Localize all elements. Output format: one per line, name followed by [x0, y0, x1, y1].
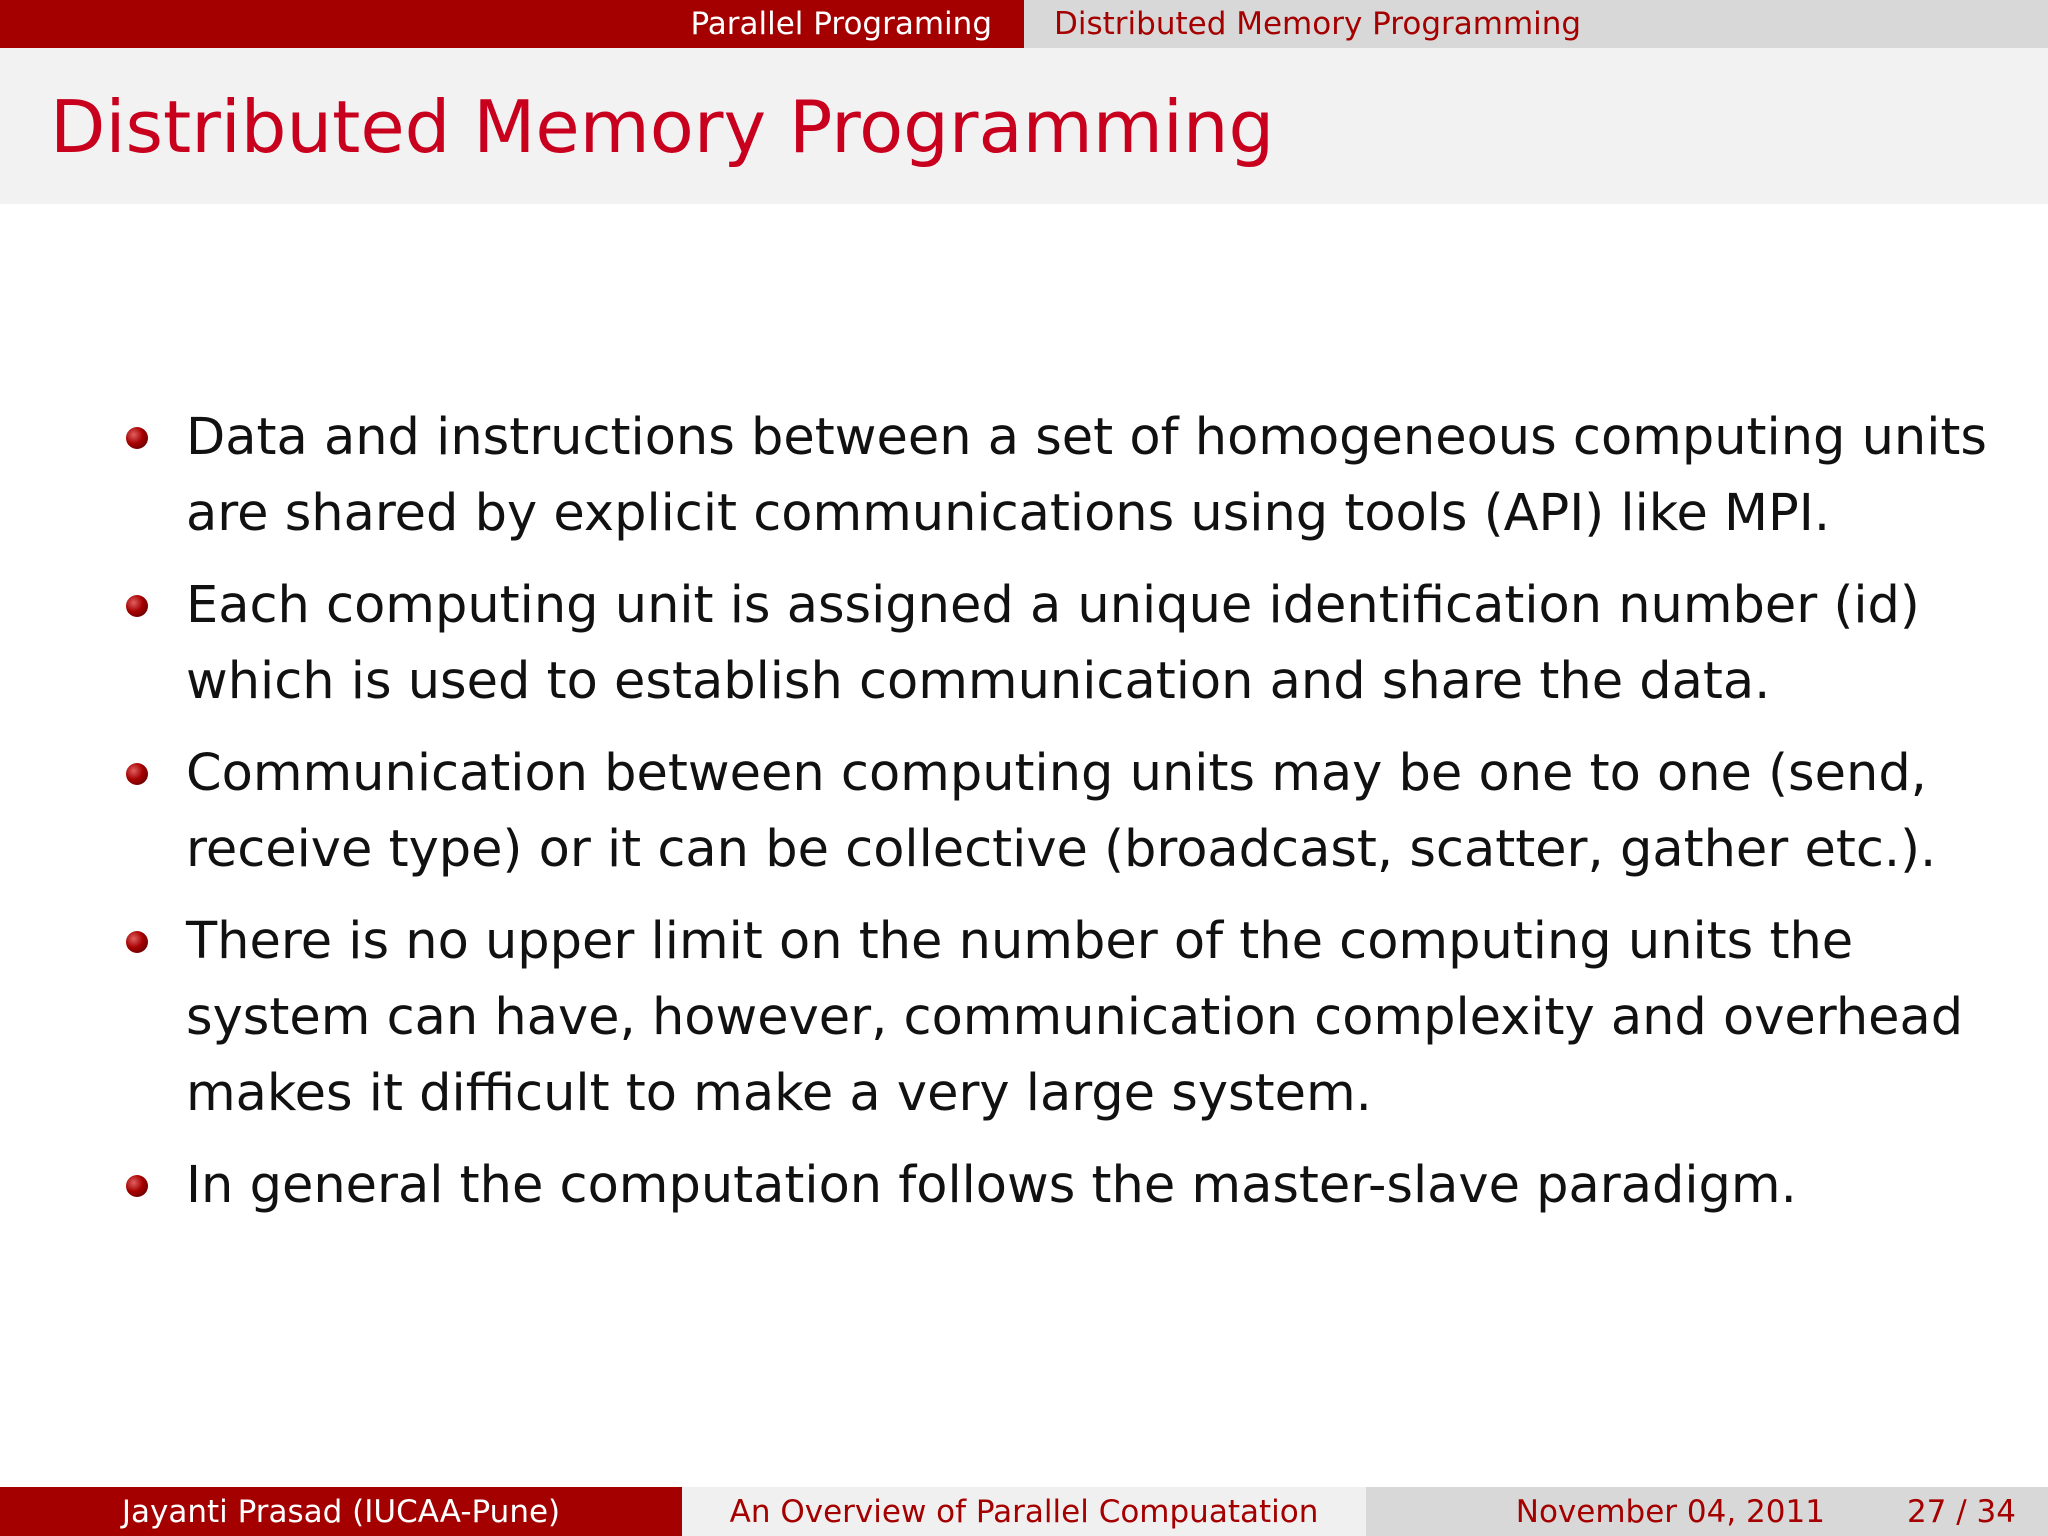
footer-bar [0, 1487, 2048, 1536]
bullet-item [0, 736, 2048, 888]
bullet-text: In general the computation follows the master-slave paradigm. [186, 1156, 1797, 1215]
header-subsection-area [1024, 0, 2048, 48]
frame-title: Distributed Memory Programming [50, 85, 1275, 169]
footer-date: November 04, 2011 [1515, 1493, 1825, 1530]
bullet-ball-icon [126, 427, 148, 449]
bullet-ball-icon [126, 595, 148, 617]
bullet-ball-icon [126, 1175, 148, 1197]
nav-section-link[interactable]: Parallel Programing [690, 6, 992, 42]
bullet-ball-icon [126, 763, 148, 785]
bullet-text: Each computing unit is assigned a unique identification number (id) which is used to establish communication and share the data. [186, 576, 1920, 711]
slide-content [0, 400, 2048, 1240]
bullet-item [0, 1148, 2048, 1224]
bullet-text: Data and instructions between a set of homogeneous computing units are shared by explicit communications using tools (API) like MPI. [186, 408, 1987, 543]
bullet-ball-icon [126, 931, 148, 953]
bullet-item [0, 904, 2048, 1132]
footer-presentation-title[interactable]: An Overview of Parallel Compuatation [682, 1487, 1366, 1536]
bullet-item [0, 400, 2048, 552]
footer-author[interactable]: Jayanti Prasad (IUCAA-Pune) [0, 1487, 682, 1536]
bullet-item [0, 568, 2048, 720]
bullet-list [0, 400, 2048, 1224]
frame-title-bar [0, 48, 2048, 204]
nav-subsection-link[interactable]: Distributed Memory Programming [1054, 6, 1582, 42]
footer-date-page [1366, 1487, 2048, 1536]
header-navigation-bar [0, 0, 2048, 48]
header-section-area [0, 0, 1024, 48]
bullet-text: There is no upper limit on the number of the computing units the system can have, however, communication complexity and overhead makes it difficult to make a very large system. [186, 912, 1964, 1123]
bullet-text: Communication between computing units may be one to one (send, receive type) or it can be collective (broadcast, scatter, gather etc.). [186, 744, 1937, 879]
footer-page-number: 27 / 34 [1906, 1493, 2016, 1530]
